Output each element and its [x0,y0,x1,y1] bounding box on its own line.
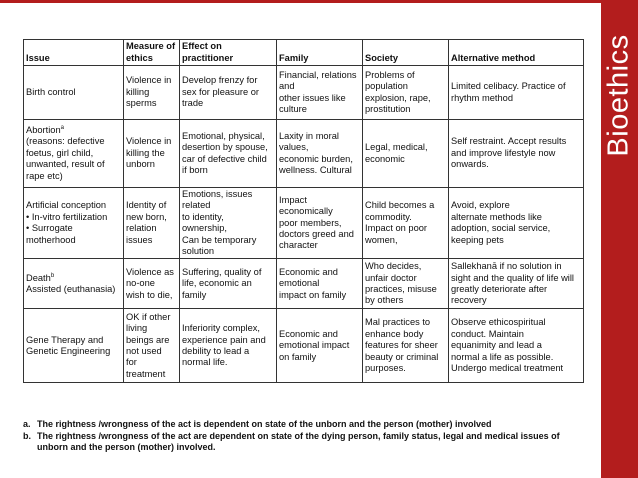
cell-line: Limited celibacy. Practice of [451,81,566,92]
cell-line: Gene Therapy and [26,334,104,345]
cell-line: foetus, girl child, [26,147,94,158]
sidebar-title-container [601,6,638,184]
top-accent-bar [0,0,638,3]
table-cell-family [277,188,363,259]
cell-line: Emotions, issues [182,189,253,199]
cell-line: economic burden, [279,153,353,164]
cell-line: Legal, medical, [365,142,428,153]
cell-line: sex for pleasure or [182,86,259,97]
cell-line: Develop frenzy for [182,75,258,86]
cell-line: if born [182,164,208,175]
cell-line: • Surrogate [26,223,73,234]
cell-line: Assisted (euthanasia) [26,283,116,294]
cell-line: doctors greed and [279,228,354,239]
cell-line: car of defective child [182,153,267,164]
cell-line: Violence in [126,75,172,86]
cell-line: (reasons: defective [26,136,105,147]
footnote-marker: b [50,272,55,279]
cell-line: alternate methods like [451,211,542,222]
cell-line: experience pain and [182,334,266,345]
footnote-text: The rightness /wrongness of the act is dependent on state of the unborn and the person (mother) involved [37,419,492,429]
cell-line: Problems of [365,69,415,80]
cell-line: conduct. Maintain [451,328,524,339]
table-row [24,259,584,309]
cell-line: Laxity in moral [279,130,339,141]
slide-title: Bioethics [603,33,636,157]
cell-line: purposes. [365,363,406,374]
table-header-row [24,40,584,66]
cell-line: women, [365,234,398,245]
cell-line: Economic and [279,266,338,277]
cell-line: treatment [126,368,166,379]
cell-line: Inferiority complex, [182,323,261,334]
table-row [24,66,584,120]
table-cell-measure [124,309,180,383]
cell-line: recovery [451,295,487,306]
cell-line: adoption, social service, [451,223,551,234]
cell-line: by others [365,295,404,306]
cell-line: Genetic Engineering [26,345,111,356]
cell-line: no-one [126,278,155,289]
footnote-marker: a [60,124,64,131]
footnote-letter: b. [23,430,31,441]
table-cell-family [277,259,363,309]
table-cell-measure [124,120,180,188]
table-cell-society [363,309,449,383]
cell-line: Violence in [126,136,172,147]
cell-line: sperms [126,98,157,109]
cell-line: wellness. Cultural [279,164,352,175]
cell-line: economically [279,206,333,217]
cell-line: for [126,357,137,368]
cell-line: Emotional, physical, [182,130,265,141]
cell-line: rape etc) [26,170,63,181]
cell-line: Can be temporary [182,234,257,245]
cell-line: sight and the quality of life will [451,272,574,283]
cell-line: Child becomes a [365,200,435,211]
cell-line: • In-vitro fertilization [26,211,108,222]
cell-line: poor members, [279,217,342,228]
table-cell-alternative [449,259,584,309]
cell-line: ownership, [182,223,227,234]
cell-line: other issues like [279,92,346,103]
table-cell-effect [180,66,277,120]
cell-line: values, [279,142,309,153]
cell-line: and [279,81,295,92]
table-cell-alternative [449,66,584,120]
cell-line: Artificial conception [26,200,107,211]
table-cell-issue [24,188,124,259]
table-row [24,309,584,383]
ethics-table [23,39,584,383]
cell-line: Identity of [126,200,167,211]
cell-line: onwards. [451,159,489,170]
table-cell-measure [124,66,180,120]
cell-line: related [182,200,211,211]
cell-line: to identity, [182,211,224,222]
cell-line: impact on family [279,289,347,300]
footnote-text: The rightness /wrongness of the act are dependent on state of the dying person, family status, legal and medical issues of unborn and the person (mother) involved. [37,430,560,452]
table-cell-measure [124,259,180,309]
cell-line: greatly deteriorate after [451,283,548,294]
cell-line: motherhood [26,234,76,245]
cell-line: Impact [279,194,307,205]
cell-line: unfair doctor [365,272,417,283]
table-cell-effect [180,309,277,383]
cell-line: OK if other [126,311,171,322]
cell-line: commodity. [365,211,412,222]
cell-line: culture [279,103,307,114]
table-cell-society [363,188,449,259]
cell-line: solution [182,246,215,257]
cell-line: character [279,240,318,251]
table-cell-society [363,66,449,120]
table-cell-effect [180,188,277,259]
table-cell-alternative [449,188,584,259]
table-cell-issue [24,309,124,383]
cell-line: population [365,81,408,92]
cell-line: rhythm method [451,92,514,103]
cell-line: Impact on poor [365,223,428,234]
cell-line: emotional [279,278,320,289]
header-society: Society [363,40,449,66]
table-cell-alternative [449,309,584,383]
cell-line: issues [126,234,153,245]
footnote [23,431,588,454]
table-cell-issue [24,66,124,120]
cell-line: killing the [126,147,165,158]
cell-line: Economic and [279,328,338,339]
cell-line: killing [126,86,150,97]
cell-line: emotional impact [279,340,350,351]
cell-line: features for sheer [365,340,438,351]
cell-line: desertion by spouse, [182,142,268,153]
footnotes [23,419,588,454]
footnote-letter: a. [23,419,31,429]
table-cell-family [277,309,363,383]
cell-line: Suffering, quality of [182,266,262,277]
cell-line: Avoid, explore [451,200,510,211]
cell-line: living [126,323,148,334]
cell-line: unborn [126,159,155,170]
table-cell-effect [180,259,277,309]
cell-line: unwanted, result of [26,159,105,170]
cell-line: equanimity and lead a [451,340,542,351]
header-alternative: Alternative method [449,40,584,66]
table-cell-family [277,120,363,188]
cell-line: Birth control [26,86,76,97]
cell-line: practices, misuse [365,283,437,294]
cell-line: life, economic an [182,278,252,289]
cell-line: enhance body [365,328,424,339]
cell-line: beauty or criminal [365,351,439,362]
cell-line: keeping pets [451,234,504,245]
cell-line: family [182,289,207,300]
header-effect: Effect on practitioner [180,40,277,66]
cell-line: Financial, relations [279,69,357,80]
table-body [24,66,584,383]
cell-line: trade [182,98,204,109]
table-cell-alternative [449,120,584,188]
cell-line: Violence as [126,266,174,277]
cell-line: debility to lead a [182,345,250,356]
cell-line: Self restraint. Accept results [451,136,567,147]
header-issue: Issue [24,40,124,66]
table-cell-issue [24,259,124,309]
cell-line: normal life. [182,357,228,368]
cell-line: Who decides, [365,261,422,272]
header-measure: Measure of ethics [124,40,180,66]
table-cell-society [363,120,449,188]
cell-line: Mal practices to [365,317,431,328]
cell-line: prostitution [365,103,411,114]
header-family: Family [277,40,363,66]
cell-line: not used [126,345,162,356]
cell-line: economic [365,153,405,164]
footnote [23,419,588,431]
table-cell-society [363,259,449,309]
cell-line: Death$^b$ [26,272,55,283]
cell-line: normal a life as possible. [451,351,554,362]
cell-line: explosion, rape, [365,92,431,103]
cell-line: Abortion$^a$ [26,124,64,135]
table-row [24,188,584,259]
cell-line: wish to die, [126,289,173,300]
cell-line: relation [126,223,157,234]
table-cell-measure [124,188,180,259]
title-sidebar [601,0,638,478]
cell-line: and improve lifestyle now [451,147,556,158]
cell-line: Sallekhanā if no solution in [451,261,562,272]
table-cell-issue [24,120,124,188]
cell-line: on family [279,351,317,362]
cell-line: Observe ethicospiritual [451,317,546,328]
table-row [24,120,584,188]
table-cell-effect [180,120,277,188]
cell-line: new born, [126,211,167,222]
cell-line: Undergo medical treatment [451,363,564,374]
cell-line: beings are [126,334,170,345]
table-cell-family [277,66,363,120]
